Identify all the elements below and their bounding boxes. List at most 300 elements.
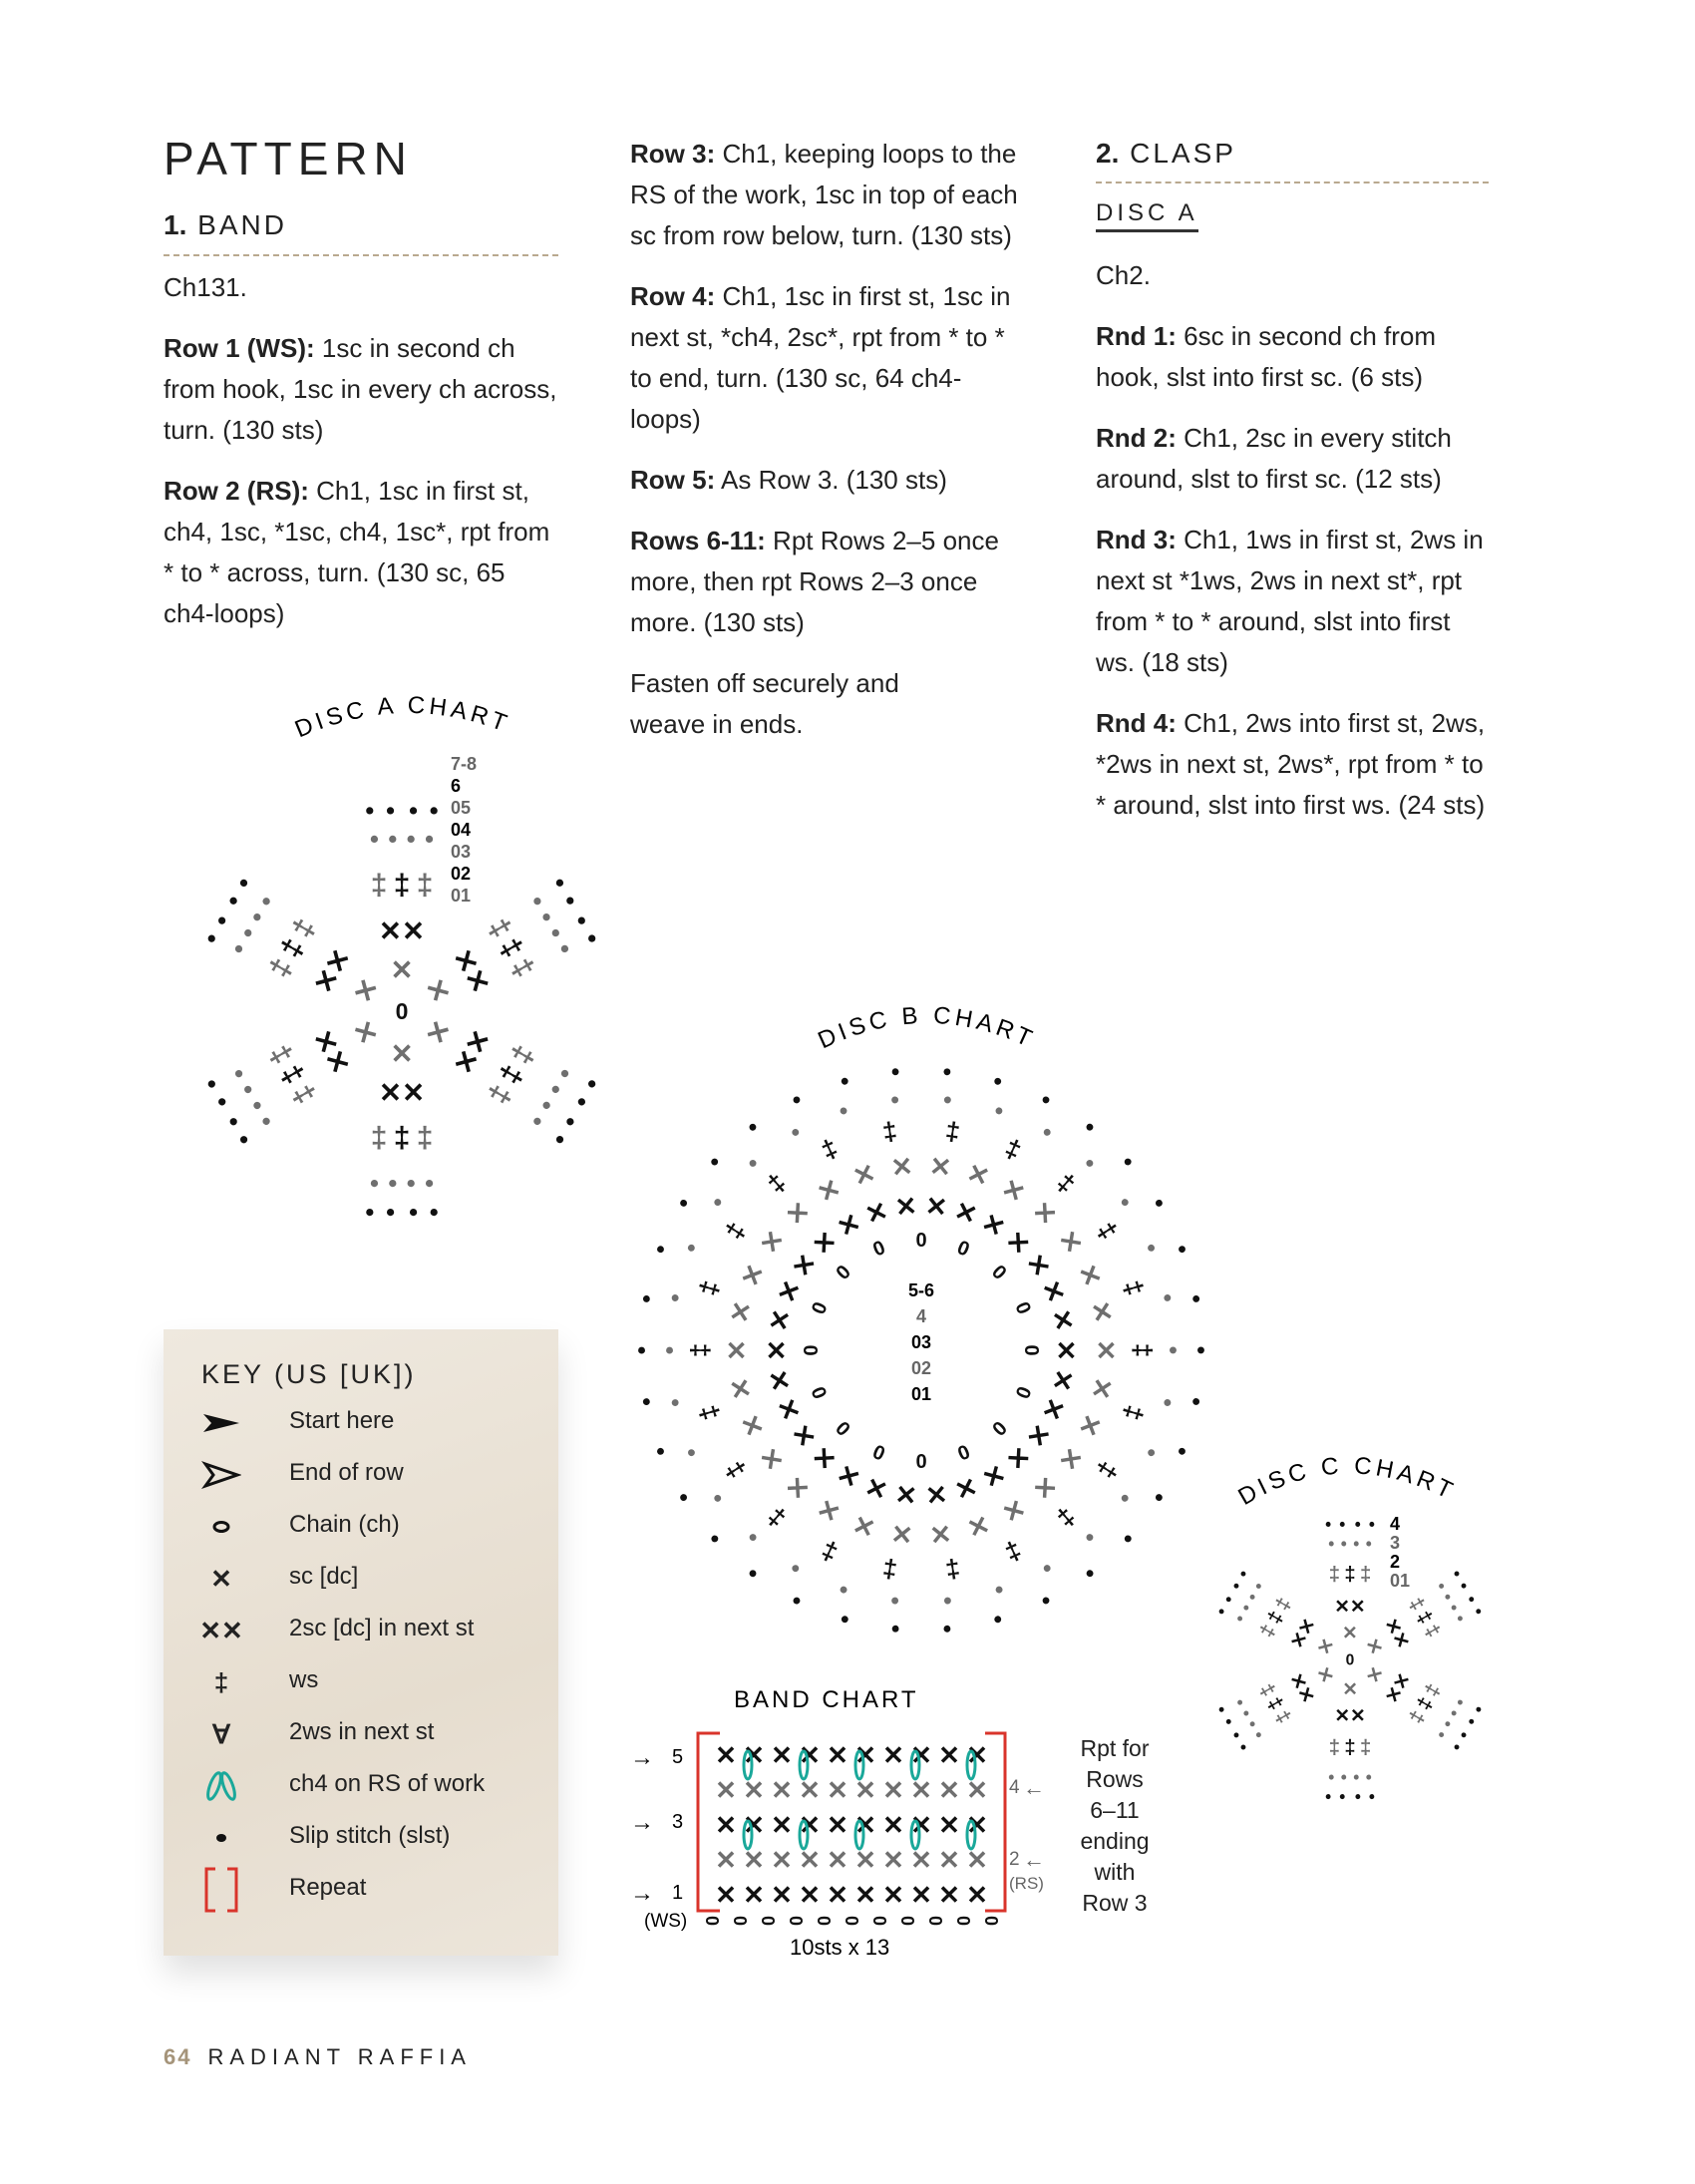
step-label: Row 5: [630, 465, 716, 495]
chain-symbol: 0 [915, 1230, 927, 1252]
chain-symbol: 0 [832, 1261, 855, 1284]
round-label: 3 [1390, 1533, 1401, 1553]
sc-symbol: ✕ [715, 1845, 737, 1875]
sc-symbol: ✕ [923, 1190, 949, 1223]
chain-symbol: 0 [758, 1915, 778, 1927]
sc-symbol: ✕ [390, 1036, 414, 1068]
key-title: KEY (US [UK]) [201, 1359, 417, 1389]
key-label: 2ws in next st [289, 1718, 435, 1745]
sc-symbol: ✕ [1052, 1224, 1090, 1260]
repeat-bracket-icon [193, 1870, 249, 1910]
slst-symbol: • [386, 796, 395, 825]
slst-symbol: • [1182, 1394, 1210, 1409]
double-sc-symbol: ✕✕ [1380, 1614, 1415, 1652]
slst-symbol: • [425, 1169, 435, 1198]
step-text: Rpt Rows 2–5 once more, then rpt Rows 2–3 once more. (130 sts) [630, 526, 999, 637]
round-label: 02 [451, 864, 472, 884]
disc-c-chart [1211, 1515, 1490, 1807]
slst-symbol: • [577, 1072, 606, 1095]
slst-symbol: • [242, 906, 272, 928]
slst-symbol: • [787, 1086, 807, 1115]
slst-symbol: • [229, 872, 259, 895]
sc-symbol: ✕ [966, 1845, 988, 1875]
slst-symbol: • [233, 1078, 263, 1101]
double-sc-symbol: ✕✕ [378, 915, 426, 946]
sc-symbol: ✕ [1019, 1248, 1057, 1283]
ws-symbol: ‡ [1411, 1607, 1437, 1629]
sc-symbol: ✕ [799, 1810, 821, 1840]
step-label: Rnd 2: [1096, 423, 1177, 453]
round-label: 04 [451, 820, 472, 840]
chain-symbol: 0 [981, 1915, 1001, 1927]
sc-symbol: ✕ [799, 1775, 821, 1805]
sc-symbol: ✕ [743, 1845, 765, 1875]
slst-symbol: • [1353, 1767, 1360, 1787]
slst-symbol: • [1368, 1786, 1375, 1807]
slst-symbol: • [941, 1614, 953, 1642]
sc-symbol: ✕ [827, 1845, 848, 1875]
double-sc-symbol: ✕✕ [1334, 1704, 1366, 1726]
sc-symbol: ✕ [938, 1775, 960, 1805]
slst-symbol: • [741, 1114, 765, 1141]
chain-symbol: 0 [808, 1382, 833, 1402]
chain-symbol: 0 [869, 1915, 889, 1927]
ws-symbol: ‡ [816, 1132, 843, 1166]
sc-symbol: ✕ [882, 1880, 904, 1910]
round-label: 6 [451, 776, 462, 796]
ws-symbol: ‡ [943, 1115, 962, 1148]
slst-symbol: • [1454, 1578, 1475, 1594]
sc-symbol: ✕ [780, 1469, 817, 1506]
slst-symbol: • [197, 1072, 226, 1095]
slst-symbol: • [741, 1150, 766, 1177]
sc-symbol: ✕ [950, 1195, 981, 1231]
step-text: Ch1, 2sc in every stitch around, slst to first sc. (12 sts) [1096, 423, 1452, 494]
ws-symbol: ‡ [761, 1501, 792, 1534]
band-chart-grid [702, 1740, 1001, 1926]
slst-symbol: • [989, 1605, 1006, 1634]
sc-symbol: ✕ [786, 1417, 824, 1453]
ws-symbol: ‡ [493, 1058, 529, 1090]
band-chart-note [1067, 1733, 1163, 1919]
sc-symbol: ✕ [1312, 1634, 1339, 1658]
ws-symbol: ‡ [1000, 1535, 1027, 1569]
sc-symbol: ✕ [889, 1150, 915, 1184]
slst-symbol: • [741, 1560, 765, 1587]
slst-symbol: • [677, 1239, 706, 1258]
row-label: 3 [672, 1811, 684, 1833]
ws-symbol: ‡ [393, 869, 411, 902]
sc-symbol: ✕ [1052, 1441, 1090, 1477]
slst-symbol: • [224, 1062, 254, 1085]
slst-symbol: • [1461, 1713, 1483, 1730]
sc-symbol: ✕ [806, 1224, 844, 1262]
sc-symbol: ✕ [832, 1457, 866, 1495]
disc-c-chart-title: DISC C CHART [1233, 1452, 1461, 1511]
key-item [164, 1714, 558, 1754]
round-label: 2 [1390, 1552, 1401, 1572]
sc-symbol: ✕ [966, 1775, 988, 1805]
slst-symbol: • [1036, 1586, 1056, 1615]
step-label: Rows 6-11: [630, 526, 766, 555]
sc-symbol: ✕ [763, 1306, 798, 1334]
sc-symbol: ✕ [999, 1224, 1037, 1262]
sc-symbol: ✕ [1045, 1366, 1080, 1394]
double-sc-symbol: ✕✕ [378, 1076, 426, 1107]
ws-symbol: ‡ [1328, 1734, 1341, 1757]
sc-symbol: ✕ [927, 1517, 953, 1551]
sc-symbol: ✕ [734, 1409, 772, 1442]
ws-symbol: ‡ [481, 1078, 518, 1110]
round-label: 4 [1390, 1514, 1401, 1534]
slst-symbol: • [632, 1394, 661, 1409]
key-item [164, 1611, 558, 1650]
slst-symbol: • [1167, 1241, 1196, 1259]
slst-symbol: • [1153, 1290, 1182, 1305]
slst-symbol: • [1153, 1395, 1182, 1410]
sc-symbol: ✕ [854, 1880, 876, 1910]
slst-symbol: • [1431, 1727, 1453, 1743]
sc-symbol: ✕ [346, 972, 386, 1009]
slst-symbol: • [1036, 1118, 1058, 1147]
sc-symbol: ✕ [786, 1248, 824, 1283]
slst-symbol: • [544, 872, 574, 895]
step-text: Ch1, 1sc in first st, ch4, 1sc, *1sc, ch4, 1sc*, rpt from * to * across, turn. (130 sc, 65 ch4-loops) [164, 476, 550, 628]
chain-symbol: 0 [801, 1344, 823, 1356]
round-label: 5-6 [907, 1280, 935, 1300]
sc-symbol: ✕ [910, 1740, 932, 1770]
row-label: 1 [672, 1882, 684, 1904]
slst-symbol: • [1438, 1589, 1459, 1605]
chain-symbol: 0 [702, 1915, 722, 1927]
note-line: Rows [1086, 1766, 1144, 1792]
slst-symbol: • [646, 1241, 676, 1259]
sc-symbol: ✕ [889, 1517, 915, 1551]
key-item [164, 1559, 558, 1599]
round-label: 4 [915, 1306, 927, 1326]
slst-symbol: • [549, 1062, 579, 1085]
sc-symbol: ✕ [715, 1880, 737, 1910]
sc-symbol: ✕ [827, 1810, 848, 1840]
slst-symbol: • [835, 1097, 852, 1126]
slst-symbol: • [702, 1150, 728, 1175]
slst-symbol: • [837, 1067, 853, 1096]
slst-symbol: • [566, 910, 596, 932]
chain-symbol: 0 [897, 1915, 917, 1927]
slst-symbol: • [1354, 1786, 1361, 1807]
double-sc-symbol: ✕✕ [1285, 1614, 1320, 1652]
row-arrow: ← [1023, 1847, 1045, 1872]
ws-symbol: ‡ [1051, 1167, 1082, 1200]
slst-symbol: • [656, 1345, 684, 1355]
slst-symbol: • [1447, 1739, 1468, 1755]
double-sc-symbol: ✕✕ [1285, 1668, 1320, 1707]
slst-symbol: • [1078, 1560, 1102, 1587]
slst-symbol: • [1450, 1611, 1471, 1627]
slst-symbol: • [566, 1090, 596, 1113]
sc-symbol: ✕ [715, 1740, 737, 1770]
key-label: ws [289, 1666, 319, 1693]
sc-symbol: ✕ [812, 1491, 847, 1529]
slst-symbol: • [1431, 1578, 1453, 1594]
slst-symbol: • [555, 890, 584, 912]
sc-symbol: ✕ [799, 1845, 821, 1875]
row-label: 2 [1009, 1849, 1020, 1870]
step-text: Ch1, 1sc in first st, 1sc in next st, *ch4, 2sc*, rpt from * to * to end, turn. (130 sc, 64 ch4-loops) [630, 281, 1011, 434]
slst-symbol: • [1137, 1443, 1166, 1462]
end-row-arrow-icon [193, 1455, 249, 1495]
slst-symbol: • [1159, 1345, 1186, 1355]
sc-symbol: ✕ [854, 1740, 876, 1770]
slst-symbol: • [1115, 1150, 1141, 1175]
ws-symbol: ‡ [285, 1078, 323, 1110]
sc-symbol: ✕ [753, 1224, 791, 1260]
sc-symbol: ✕ [734, 1259, 772, 1291]
ws-symbol: ‡ [692, 1276, 726, 1299]
key-panel [164, 1329, 558, 1956]
step-text: Ch1, 2ws into first st, 2ws, *2ws in next st, 2ws*, rpt from * to * around, slst into first ws. (24 sts) [1096, 708, 1486, 820]
slst-symbol: • [1229, 1694, 1250, 1710]
slst-symbol: • [1225, 1727, 1246, 1743]
step-text: Ch1, keeping loops to the RS of the work, 1sc in top of each sc from row below, turn. (130 sts) [630, 139, 1018, 250]
slst-symbol: • [704, 1191, 732, 1215]
slst-symbol: • [1241, 1589, 1262, 1605]
sc-symbol: ✕ [832, 1206, 866, 1244]
slst-symbol: • [889, 1058, 901, 1087]
ws-symbol: ‡ [1051, 1501, 1082, 1534]
slst-symbol: • [544, 1128, 574, 1151]
note-line: ending [1080, 1828, 1150, 1854]
slst-symbol: • [1111, 1191, 1139, 1215]
key-label: Start here [289, 1407, 395, 1434]
slst-symbol: • [1468, 1604, 1490, 1620]
slst-symbol: • [229, 1128, 259, 1151]
slst-symbol: • [704, 1486, 732, 1510]
key-label: 2sc [dc] in next st [289, 1615, 475, 1641]
sc-symbol: ✕ [976, 1206, 1011, 1244]
sc-symbol: ✕ [861, 1195, 892, 1231]
sc-symbol: ✕ [771, 1810, 793, 1840]
disc-a-chart [197, 797, 606, 1227]
slst-symbol: • [941, 1086, 953, 1115]
sc-symbol: ✕ [806, 1439, 844, 1477]
disc-a-subtitle: DISC A [1096, 199, 1198, 232]
sc-symbol: ✕ [1085, 1374, 1119, 1403]
round-label: 05 [451, 798, 472, 818]
slst-symbol: • [1235, 1705, 1256, 1721]
slst-symbol: • [1339, 1786, 1346, 1807]
slst-symbol: • [1247, 1727, 1269, 1743]
slst-symbol: • [406, 1169, 416, 1198]
disc-b-chart-title: DISC B CHART [814, 1001, 1040, 1055]
slst-symbol: • [242, 1094, 272, 1117]
sc-symbol: ✕ [854, 1845, 876, 1875]
slst-symbol: • [369, 825, 379, 854]
slst-symbol: • [646, 1442, 676, 1460]
double-sc-symbol: ✕✕ [1334, 1595, 1366, 1617]
slst-symbol: • [1368, 1514, 1375, 1535]
slst-symbol: • [661, 1290, 690, 1305]
slst-symbol: • [1438, 1716, 1459, 1732]
step-label: Row 3: [630, 139, 716, 169]
double-sc-symbol: ✕✕ [307, 942, 358, 999]
ws-symbol: ‡ [718, 1216, 752, 1246]
chain-symbol: 0 [808, 1298, 833, 1318]
round-label: 02 [910, 1358, 932, 1378]
slst-symbol: • [388, 1169, 398, 1198]
slst-symbol: • [406, 825, 416, 854]
sc-symbol: ✕ [743, 1740, 765, 1770]
slst-symbol: • [555, 1110, 584, 1133]
note-line: with [1094, 1859, 1136, 1885]
slst-symbol: • [540, 921, 570, 944]
sc-symbol: ✕ [1091, 1339, 1121, 1361]
ws-symbol: ‡ [1263, 1692, 1289, 1714]
start-arrow-icon [193, 1403, 249, 1443]
sc-symbol: ✕ [882, 1810, 904, 1840]
slst-symbol: • [1182, 1291, 1210, 1306]
double-sc-symbol: ✕✕ [446, 1023, 497, 1080]
slst-symbol: • [990, 1575, 1008, 1604]
slst-symbol: • [369, 1169, 379, 1198]
slst-symbol: • [1365, 1534, 1372, 1554]
page-footer [164, 2044, 472, 2070]
sc-symbol: ✕ [950, 1470, 981, 1506]
ws-symbol: ‡ [1359, 1564, 1372, 1587]
key-label: ch4 on RS of work [289, 1770, 486, 1797]
row-arrow: → [630, 1809, 654, 1836]
sc-symbol: ✕ [996, 1172, 1031, 1210]
single-crochet-icon: ✕ [210, 1563, 232, 1594]
sc-symbol: ✕ [938, 1880, 960, 1910]
slst-symbol: • [1328, 1767, 1335, 1787]
sc-symbol: ✕ [743, 1775, 765, 1805]
ws-symbol: ‡ [1255, 1621, 1281, 1641]
slst-symbol: • [1354, 1514, 1361, 1535]
sc-symbol: ✕ [722, 1339, 752, 1361]
slst-symbol: • [531, 906, 561, 928]
sc-symbol: ✕ [910, 1810, 932, 1840]
sc-symbol: ✕ [724, 1374, 758, 1403]
ws-symbol: ‡ [685, 1342, 715, 1358]
chain-symbol: 0 [814, 1915, 834, 1927]
sc-symbol: ✕ [882, 1845, 904, 1875]
book-title: RADIANT RAFFIA [207, 2044, 472, 2069]
slst-symbol: • [1325, 1514, 1332, 1535]
ws-symbol: ‡ [692, 1401, 726, 1424]
slst-symbol: • [628, 1345, 656, 1355]
key-label: Slip stitch (slst) [289, 1822, 451, 1849]
sc-symbol: ✕ [1035, 1392, 1072, 1426]
key-item [164, 1766, 558, 1806]
ws-symbol: ‡ [1091, 1216, 1125, 1246]
sc-symbol: ✕ [346, 1013, 386, 1050]
note-line: Row 3 [1082, 1890, 1148, 1916]
slst-symbol: • [787, 1586, 807, 1615]
chain-symbol: 0 [953, 1439, 973, 1464]
slst-symbol: • [837, 1605, 853, 1634]
slst-symbol: • [219, 1110, 248, 1133]
page-number: 64 [164, 2044, 192, 2069]
ws-symbol: ‡ [481, 912, 518, 944]
sc-symbol: ✕ [976, 1457, 1011, 1495]
ws-symbol: ‡ [1255, 1679, 1281, 1700]
slst-symbol: • [1077, 1524, 1102, 1551]
double-sc-symbol: ✕✕ [1380, 1668, 1415, 1707]
slst-symbol: • [1232, 1739, 1253, 1755]
slst-symbol: • [577, 927, 606, 950]
chain-symbol: 0 [987, 1261, 1011, 1284]
sc-symbol: ✕ [418, 1013, 458, 1050]
chain-icon [193, 1507, 249, 1547]
ws-symbol: ‡ [1091, 1455, 1125, 1485]
sc-symbol: ✕ [882, 1740, 904, 1770]
slst-symbol: • [1077, 1150, 1102, 1177]
key-label: Chain (ch) [289, 1511, 400, 1538]
slst-symbol: • [1232, 1566, 1253, 1582]
slst-symbol: • [741, 1524, 766, 1551]
ws-symbol: ‡ [880, 1115, 899, 1148]
note-line: 6–11 [1090, 1797, 1140, 1823]
slst-symbol: • [670, 1486, 698, 1509]
step-text: 6sc in second ch from hook, slst into first sc. (6 sts) [1096, 321, 1437, 392]
double-sc-symbol: ✕✕ [307, 1023, 358, 1080]
slip-stitch-icon [193, 1818, 249, 1858]
ws-symbol: ‡ [1271, 1706, 1296, 1727]
note-line: Rpt for [1080, 1735, 1150, 1761]
sc-symbol: ✕ [1026, 1469, 1063, 1506]
sc-symbol: ✕ [966, 1880, 988, 1910]
slst-symbol: • [632, 1291, 661, 1306]
slst-symbol: • [1235, 1600, 1256, 1616]
sc-symbol: ✕ [938, 1740, 960, 1770]
ws-symbol: ‡ [493, 932, 529, 964]
sc-symbol: ✕ [1312, 1662, 1339, 1687]
sc-symbol: ✕ [827, 1775, 848, 1805]
slst-symbol: • [219, 890, 248, 912]
sc-symbol: ✕ [812, 1172, 847, 1210]
sc-symbol: ✕ [724, 1297, 758, 1326]
ws-symbol: ‡ [1344, 1564, 1356, 1587]
row-label: 5 [672, 1746, 684, 1768]
slst-symbol: • [224, 937, 254, 960]
sc-symbol: ✕ [1071, 1259, 1109, 1291]
key-label: End of row [289, 1459, 404, 1486]
sc-symbol: ✕ [799, 1740, 821, 1770]
sc-symbol: ✕ [771, 1880, 793, 1910]
slst-symbol: • [785, 1554, 807, 1583]
sc-symbol: ✕ [1071, 1409, 1109, 1442]
sc-symbol: ✕ [854, 1775, 876, 1805]
chain-symbol: 0 [915, 1449, 927, 1471]
slst-symbol: • [889, 1086, 901, 1115]
slst-symbol: • [1186, 1345, 1214, 1355]
chain-symbol: 0 [1010, 1382, 1035, 1402]
ws-symbol: ‡ [274, 932, 311, 964]
round-label: 01 [1390, 1571, 1411, 1591]
sc-symbol: ✕ [882, 1775, 904, 1805]
row-label: 4 [1009, 1777, 1020, 1798]
page-heading: PATTERN [164, 133, 413, 184]
sc-symbol: ✕ [1051, 1339, 1081, 1361]
ws-symbol: ‡ [1271, 1594, 1296, 1615]
chain-symbol: 0 [953, 1915, 973, 1927]
slst-symbol: • [365, 796, 375, 825]
slst-symbol: • [1036, 1086, 1056, 1115]
sc-symbol: ✕ [861, 1470, 892, 1506]
slst-symbol: • [1339, 1514, 1346, 1535]
ws-symbol: ‡ [370, 1121, 388, 1154]
